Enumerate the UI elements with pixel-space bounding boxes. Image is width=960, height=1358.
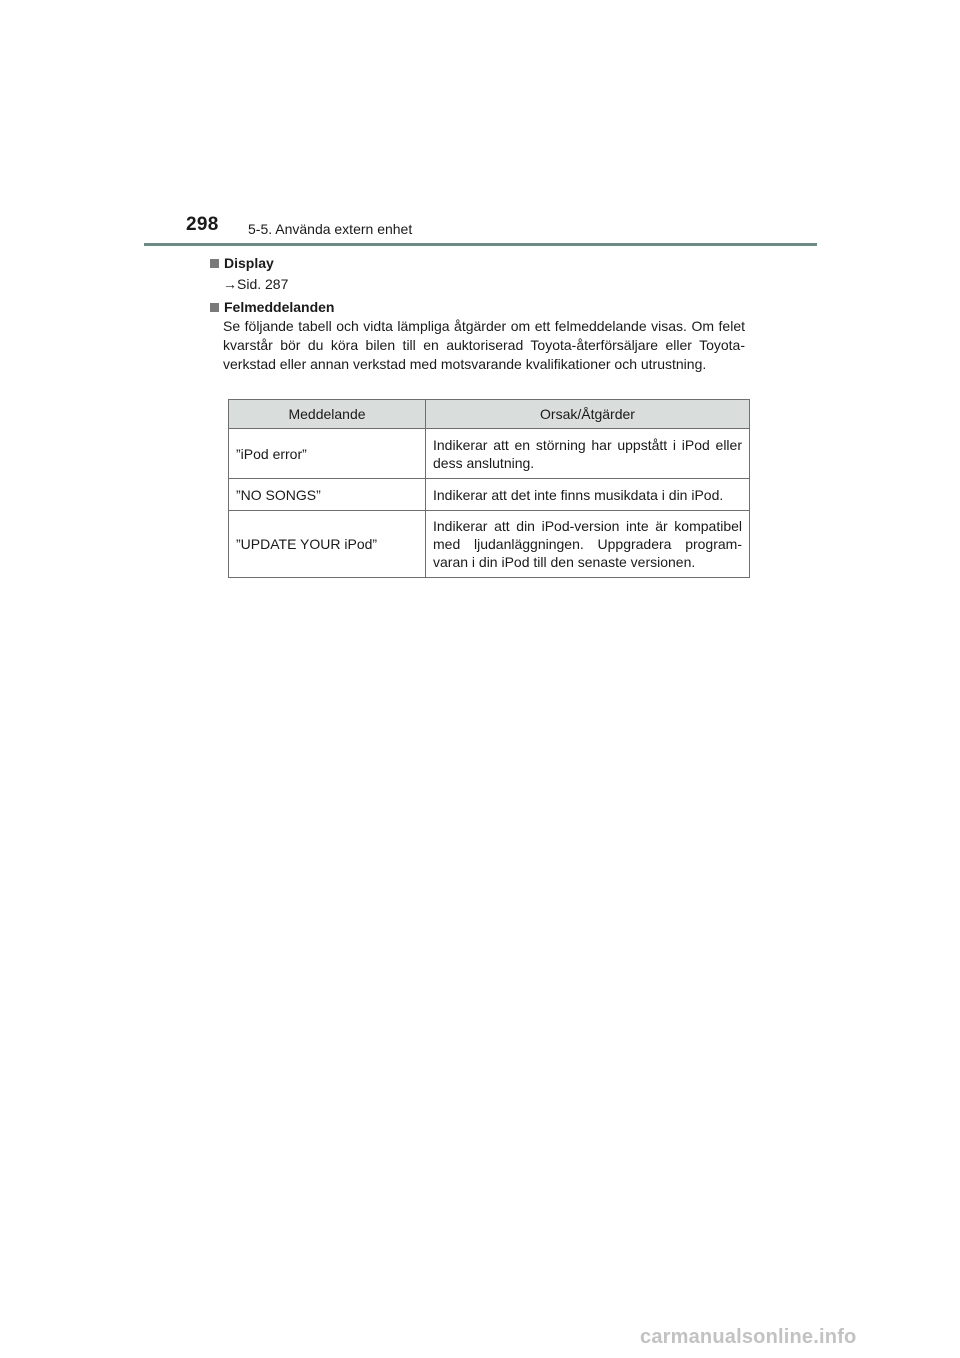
table-row: [229, 511, 750, 578]
column-header-message: Meddelande: [229, 400, 426, 429]
message-cell: ”UPDATE YOUR iPod”: [229, 511, 426, 578]
message-cell: ”NO SONGS”: [229, 479, 426, 511]
error-messages-heading-text: Felmeddelanden: [224, 299, 335, 315]
page-number: 298: [186, 214, 219, 235]
watermark-logo: carmanualsonline.info: [640, 1326, 857, 1348]
error-messages-heading: [210, 299, 334, 315]
column-header-cause: Orsak/Åtgärder: [426, 400, 750, 429]
page-reference-link[interactable]: →Sid. 287: [223, 276, 289, 292]
table-row: [229, 429, 750, 479]
square-bullet-icon: [210, 303, 219, 312]
cause-cell: Indikerar att det inte finns musikdata i din iPod.: [426, 479, 750, 511]
display-heading: [210, 255, 274, 271]
section-title: 5-5. Använda extern enhet: [248, 221, 413, 237]
header-divider: [144, 243, 817, 246]
error-messages-paragraph: Se följande tabell och vidta lämpliga åtgärder om ett felmeddelande visas. Om felet kvarstår bör du köra bilen till en auktoriserad Toyota-återförsäljare eller Toyota-verkstad eller annan verkstad med motsvarande kvalifikationer och utrustning.: [223, 318, 745, 372]
table-header-row: [229, 400, 750, 429]
table-row: [229, 479, 750, 511]
cause-cell: Indikerar att din iPod-version inte är kompatibel med ljudanläggningen. Uppgradera program-varan i din iPod till den senaste versionen.: [426, 511, 750, 578]
error-message-table: [228, 399, 750, 578]
display-heading-text: Display: [224, 255, 274, 271]
message-cell: ”iPod error”: [229, 429, 426, 479]
square-bullet-icon: [210, 259, 219, 268]
cause-cell: Indikerar att en störning har uppstått i iPod eller dess anslutning.: [426, 429, 750, 479]
